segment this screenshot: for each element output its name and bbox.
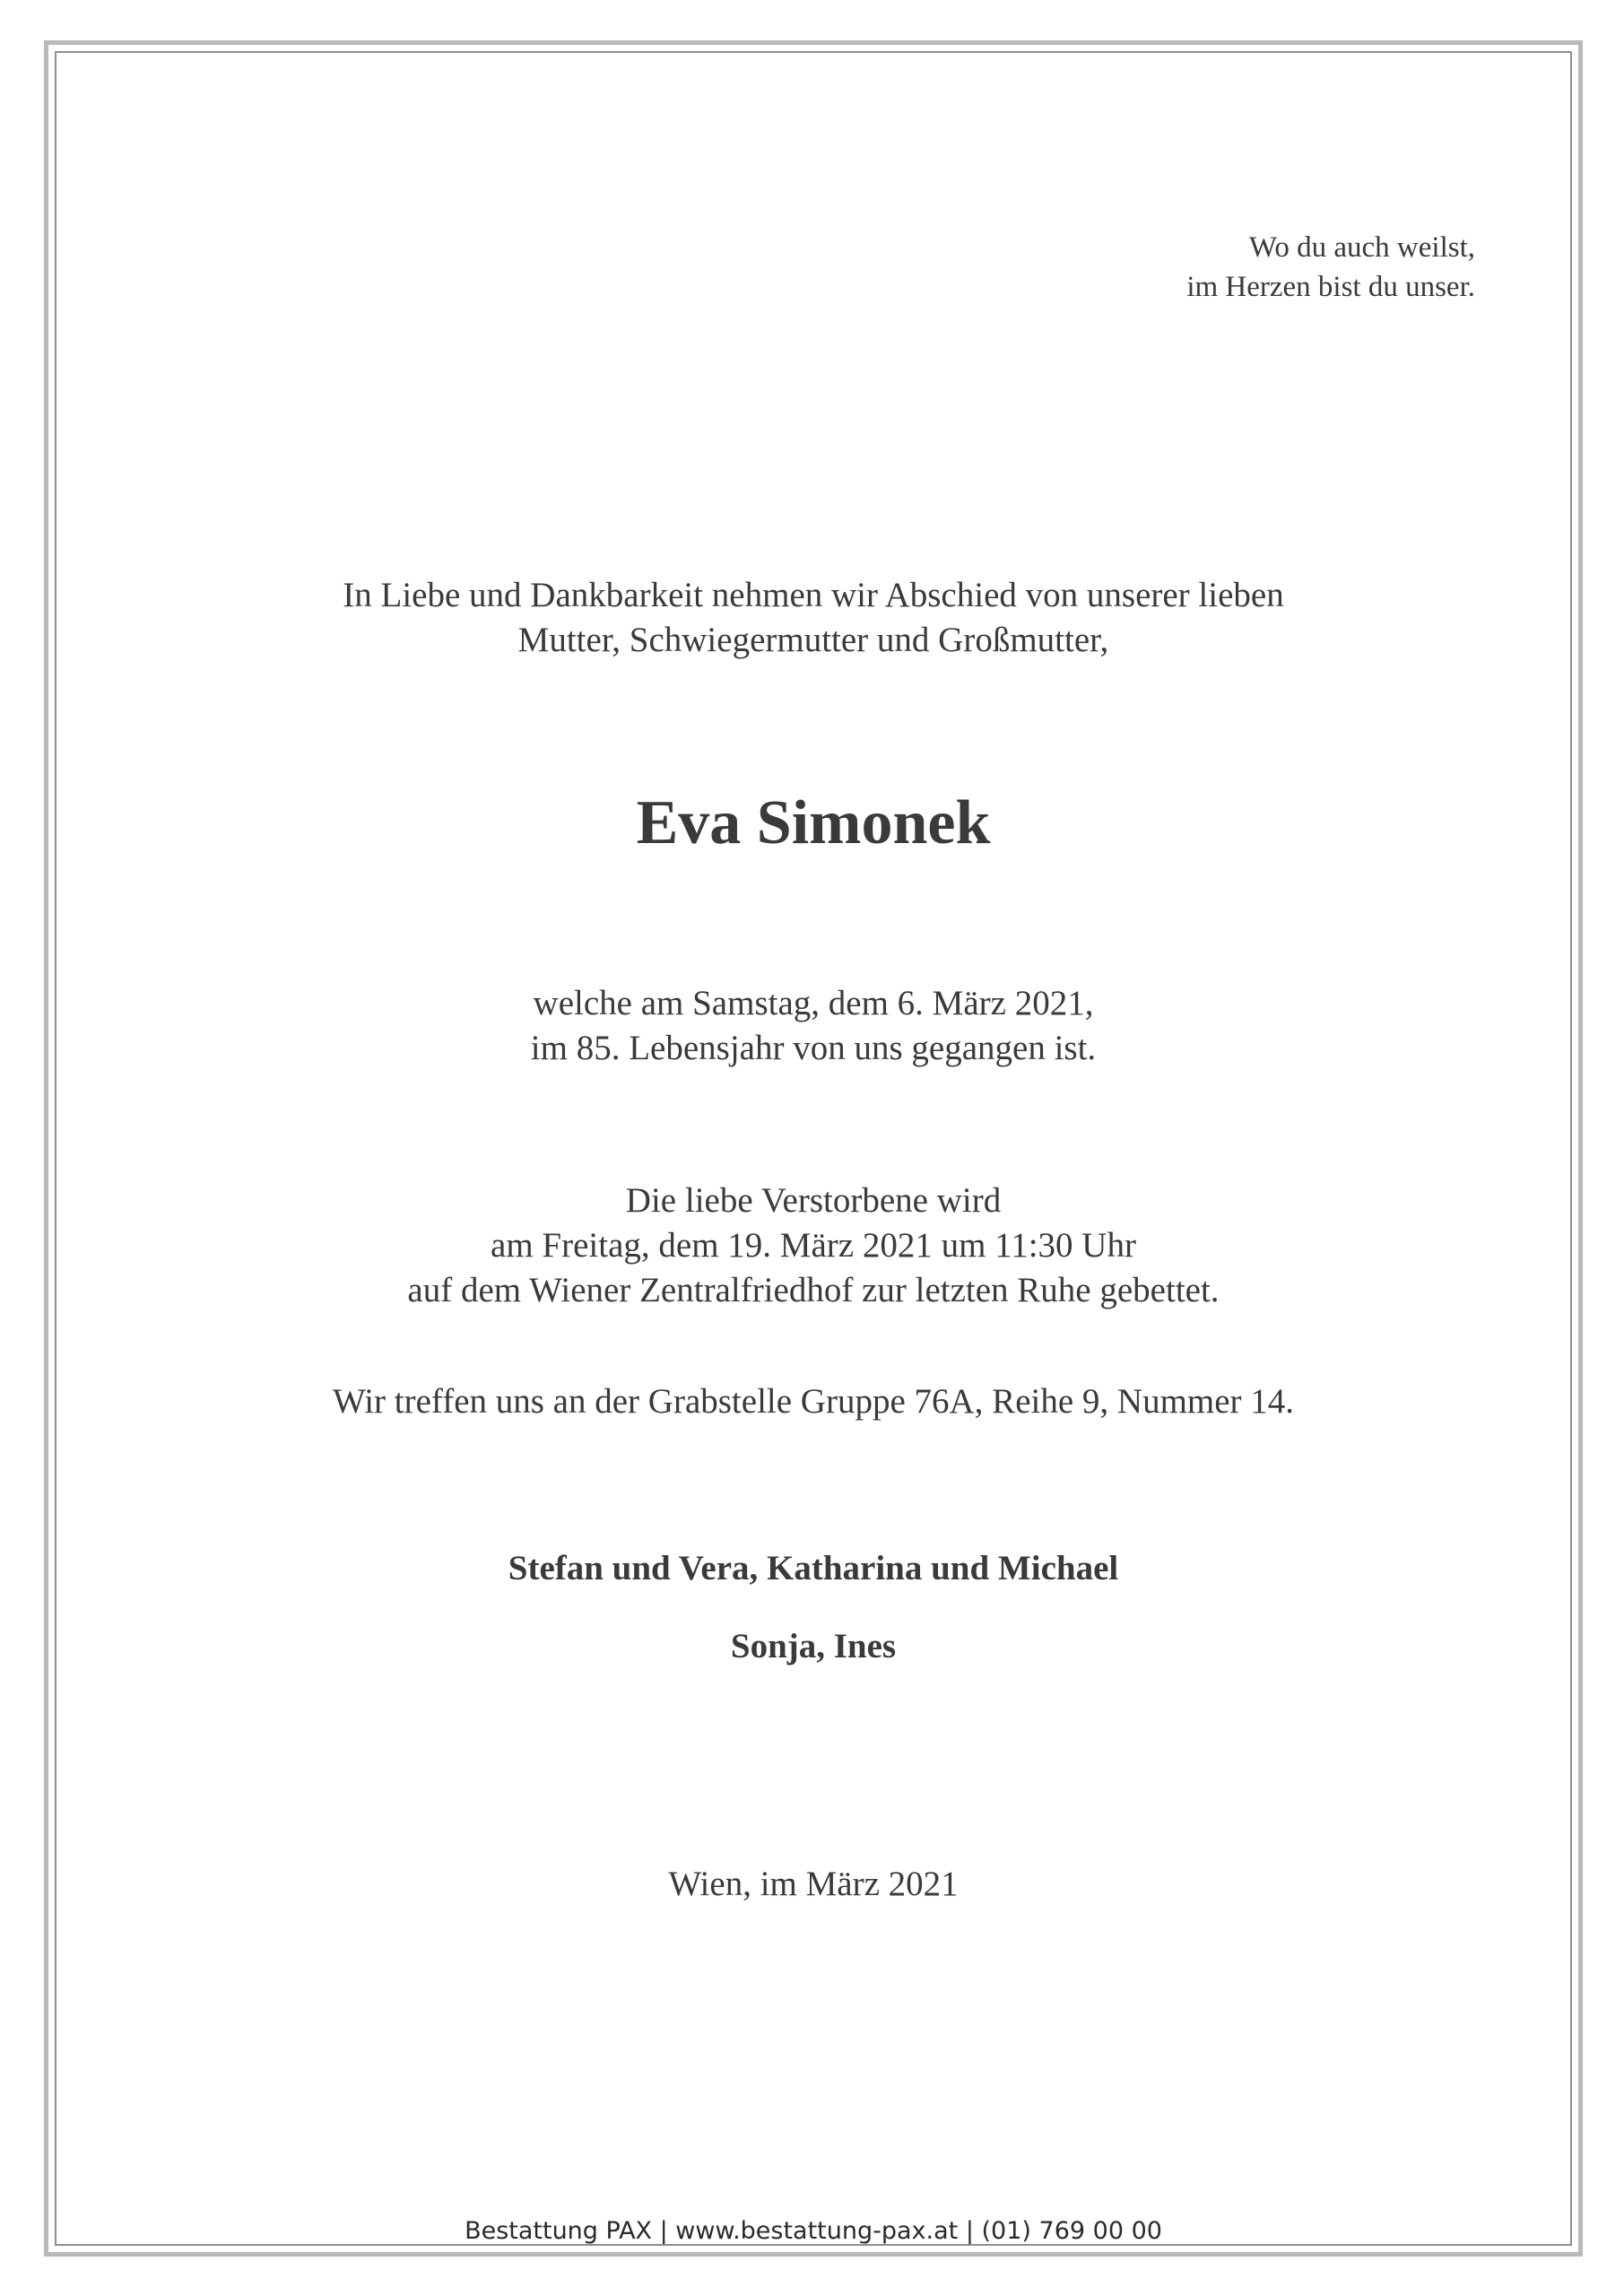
- mourners-line-2: Sonja, Ines: [730, 1627, 897, 1665]
- funeral-line-3: auf dem Wiener Zentralfriedhof zur letzten Ruhe gebettet.: [407, 1271, 1220, 1309]
- funeral-home-footer: Bestattung PAX | www.bestattung-pax.at | (01) 769 00 00: [465, 2217, 1162, 2245]
- death-line-2: im 85. Lebensjahr von uns gegangen ist.: [530, 1029, 1097, 1067]
- meeting-info: [56, 1379, 1570, 1424]
- mourners-line-1: Stefan und Vera, Katharina und Michael: [508, 1549, 1119, 1587]
- intro-text: [56, 573, 1570, 663]
- motto-line-1: Wo du auch weilst,: [1248, 231, 1475, 264]
- death-info: [56, 981, 1570, 1071]
- intro-line-2: Mutter, Schwiegermutter und Großmutter,: [517, 621, 1109, 659]
- deceased-name-block: [56, 787, 1570, 859]
- death-line-1: welche am Samstag, dem 6. März 2021,: [533, 984, 1094, 1022]
- meeting-line: Wir treffen uns an der Grabstelle Gruppe 76A, Reihe 9, Nummer 14.: [332, 1382, 1295, 1421]
- motto: [1186, 228, 1475, 307]
- place-date-line: Wien, im März 2021: [668, 1865, 959, 1903]
- funeral-line-1: Die liebe Verstorbene wird: [625, 1181, 1002, 1220]
- mourners: [56, 1546, 1570, 1669]
- deceased-name: Eva Simonek: [636, 788, 991, 857]
- obituary-page: [56, 53, 1570, 2244]
- place-date: [56, 1862, 1570, 1907]
- motto-line-2: im Herzen bist du unser.: [1186, 271, 1475, 303]
- funeral-info: [56, 1178, 1570, 1313]
- intro-line-1: In Liebe und Dankbarkeit nehmen wir Abschied von unserer lieben: [343, 576, 1284, 614]
- funeral-line-2: am Freitag, dem 19. März 2021 um 11:30 Uhr: [491, 1226, 1136, 1265]
